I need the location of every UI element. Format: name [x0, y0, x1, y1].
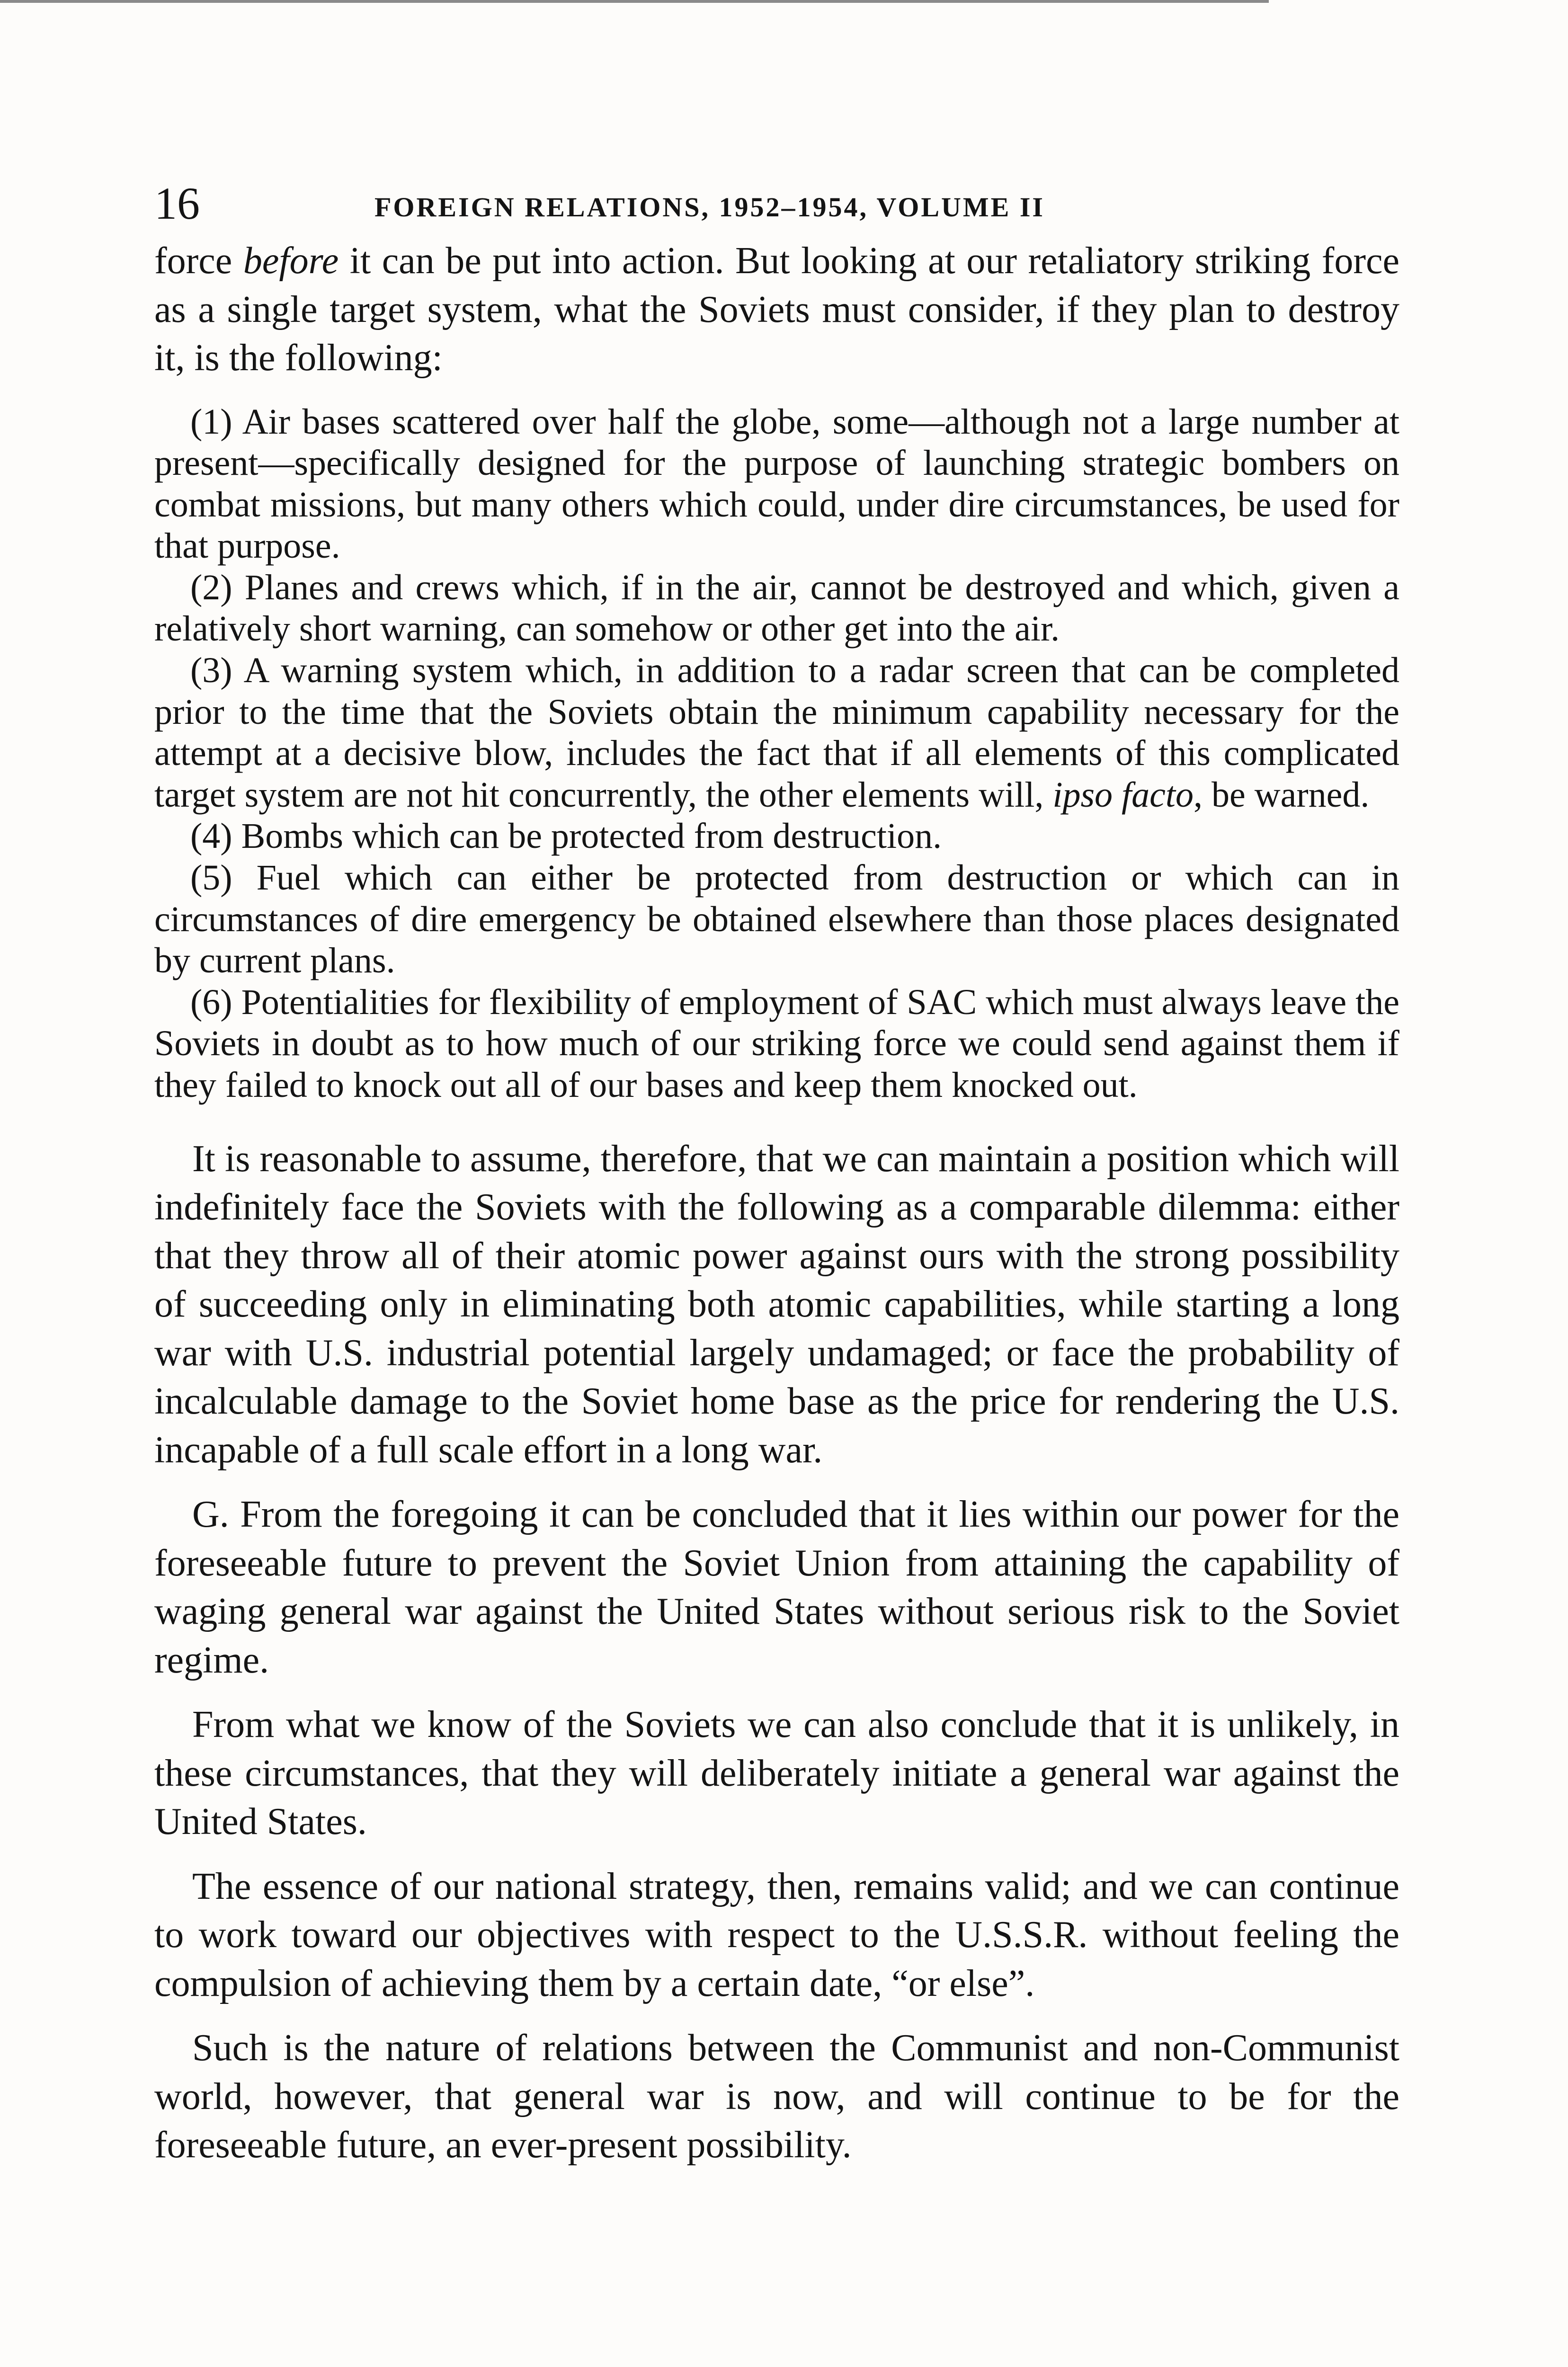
paragraph-dilemma: It is reasonable to assume, therefore, that we can maintain a position which will indefinitely face the Soviets with the following as a comparable dilemma: either that they throw all of their atomic power against ours with the strong possibility of succeeding only in eliminating both atomic capabilities, while starting a long war with U.S. industrial potential largely undamaged; or face the probability of incalculable damage to the Soviet home base as the price for rendering the U.S. incapable of a full scale effort in a long war.	[154, 1138, 1399, 1471]
document-page	[154, 175, 1399, 2170]
list-item-2: (2) Planes and crews which, if in the air, cannot be destroyed and which, given a relatively short warning, can somehow or other get into the air.	[154, 567, 1399, 649]
intro-paragraph: force before it can be put into action. But looking at our retaliatory striking force as a single target system, what the Soviets must consider, if they plan to destroy it, is the following:	[154, 240, 1400, 379]
emphasis-ipso-facto: ipso facto	[1052, 774, 1194, 815]
list-item-3: (3) A warning system which, in addition to a radar screen that can be completed prior to the time that the Soviets obtain the minimum capability necessary for the attempt at a decisive blow, includes the fact that if all elements of this complicated target system are not hit concurrently, the other elements will, ipso facto, be warned.	[154, 650, 1399, 815]
paragraph-strategy: The essence of our national strategy, then, remains valid; and we can continue to work toward our objectives with respect to the U.S.S.R. without feeling the compulsion of achieving them by a certain date, “or else”.	[154, 1865, 1399, 2004]
list-item-4: (4) Bombs which can be protected from destruction.	[190, 816, 942, 856]
target-system-list	[154, 401, 1399, 1106]
paragraph-g: G. From the foregoing it can be concluded that it lies within our power for the foreseeable future to prevent the Soviet Union from attaining the capability of waging general war against the United States without serious risk to the Soviet regime.	[154, 1494, 1399, 1681]
running-head: FOREIGN RELATIONS, 1952–1954, VOLUME II	[374, 192, 1045, 222]
top-edge-rule	[0, 0, 1269, 3]
list-item-1: (1) Air bases scattered over half the globe, some—although not a large number at present—specifically designed for the purpose of launching strategic bombers on combat missions, but many others which could, under dire circumstances, be used for that purpose.	[154, 401, 1399, 566]
emphasis-before: before	[243, 240, 339, 282]
body-text	[154, 237, 1399, 2170]
paragraph-unlikely: From what we know of the Soviets we can also conclude that it is unlikely, in these circumstances, that they will deliberately initiate a general war against the United States.	[154, 1704, 1399, 1843]
list-item-6: (6) Potentialities for flexibility of employment of SAC which must always leave the Soviets in doubt as to how much of our striking force we could send against them if they failed to knock out all of our bases and keep them knocked out.	[154, 982, 1399, 1105]
page-header	[154, 175, 1399, 237]
page-number: 16	[154, 178, 200, 229]
paragraph-possibility: Such is the nature of relations between the Communist and non-Communist world, however, that general war is now, and will continue to be for the foreseeable future, an ever-present possibility.	[154, 2027, 1399, 2166]
list-item-5: (5) Fuel which can either be protected from destruction or which can in circumstances of dire emergency be obtained elsewhere than those places designated by current plans.	[154, 858, 1399, 981]
